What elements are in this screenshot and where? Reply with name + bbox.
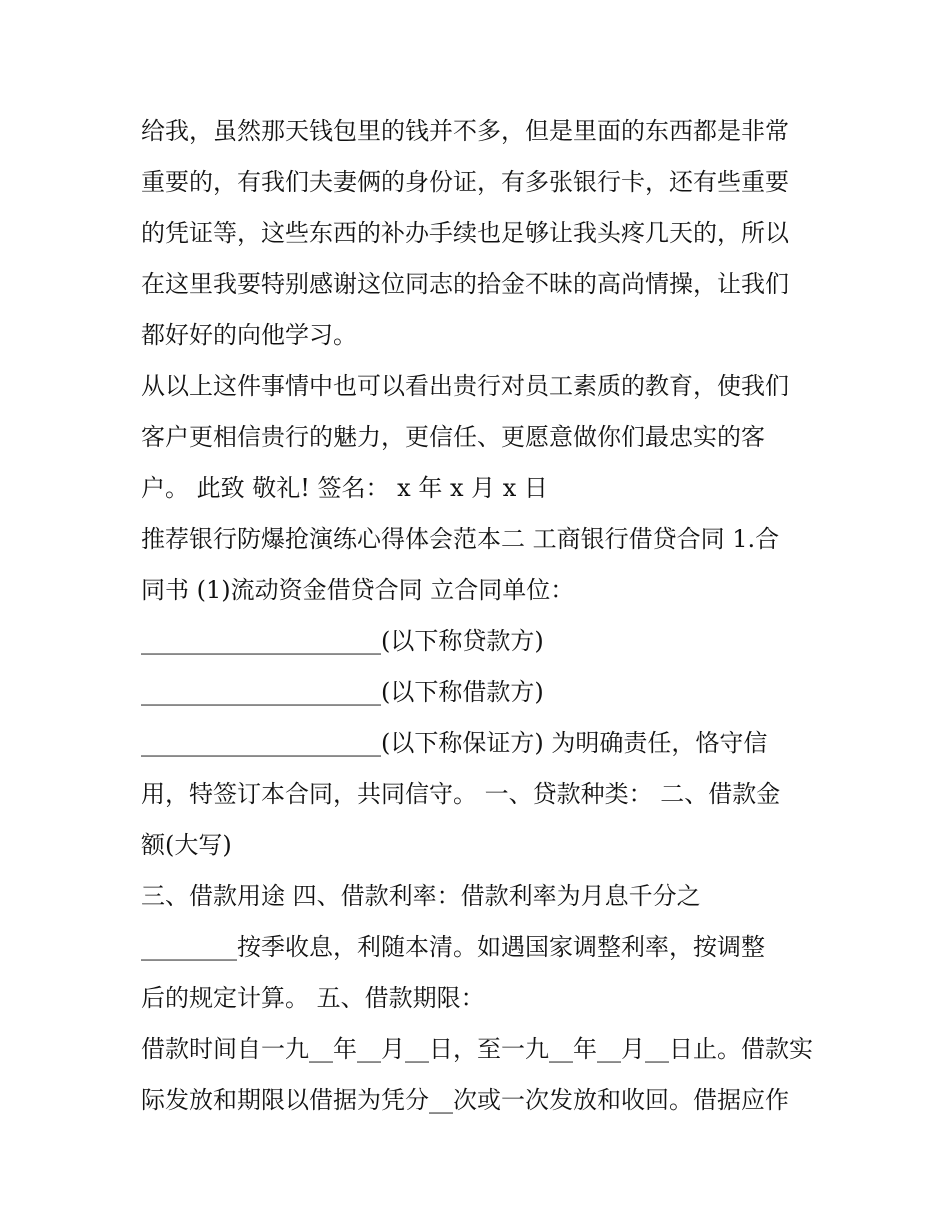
text-line: ____________________(以下称贷款方) xyxy=(141,627,544,655)
text-line: 从以上这件事情中也可以看出贵行对员工素质的教育，使我们 xyxy=(141,372,789,400)
text-line: 在这里我要特别感谢这位同志的拾金不昧的高尚情操，让我们 xyxy=(141,270,789,298)
text-line: 都好好的向他学习。 xyxy=(141,321,357,349)
text-line: ________按季收息，利随本清。如遇国家调整利率，按调整 xyxy=(141,933,765,961)
text-line: ____________________(以下称保证方) 为明确责任，恪守信 xyxy=(141,729,768,757)
text-line: 客户更相信贵行的魅力，更信任、更愿意做你们最忠实的客 xyxy=(141,423,765,451)
text-line: 后的规定计算。 五、借款期限： xyxy=(141,984,485,1012)
text-line: 三、借款用途 四、借款利率：借款利率为月息千分之 xyxy=(141,882,701,910)
text-line: 给我，虽然那天钱包里的钱并不多，但是里面的东西都是非常 xyxy=(141,117,789,145)
text-line: 户。 此致 敬礼! 签名： x 年 x 月 x 日 xyxy=(141,474,548,502)
text-line: 的凭证等，这些东西的补办手续也足够让我头疼几天的，所以 xyxy=(141,219,789,247)
text-line: 重要的，有我们夫妻俩的身份证，有多张银行卡，还有些重要 xyxy=(141,168,789,196)
text-line: 额(大写) xyxy=(141,831,232,859)
text-line: 际发放和期限以借据为凭分__次或一次发放和收回。借据应作 xyxy=(141,1086,789,1114)
text-line: 推荐银行防爆抢演练心得体会范本二 工商银行借贷合同 1.合 xyxy=(141,525,780,553)
text-line: ____________________(以下称借款方) xyxy=(141,678,544,706)
document-body xyxy=(141,106,821,1126)
text-line: 借款时间自一九__年__月__日，至一九__年__月__日止。借款实 xyxy=(141,1035,813,1063)
text-line: 用，特签订本合同，共同信守。 一、贷款种类： 二、借款金 xyxy=(141,780,781,808)
text-line: 同书 (1)流动资金借贷合同 立合同单位： xyxy=(141,576,575,604)
